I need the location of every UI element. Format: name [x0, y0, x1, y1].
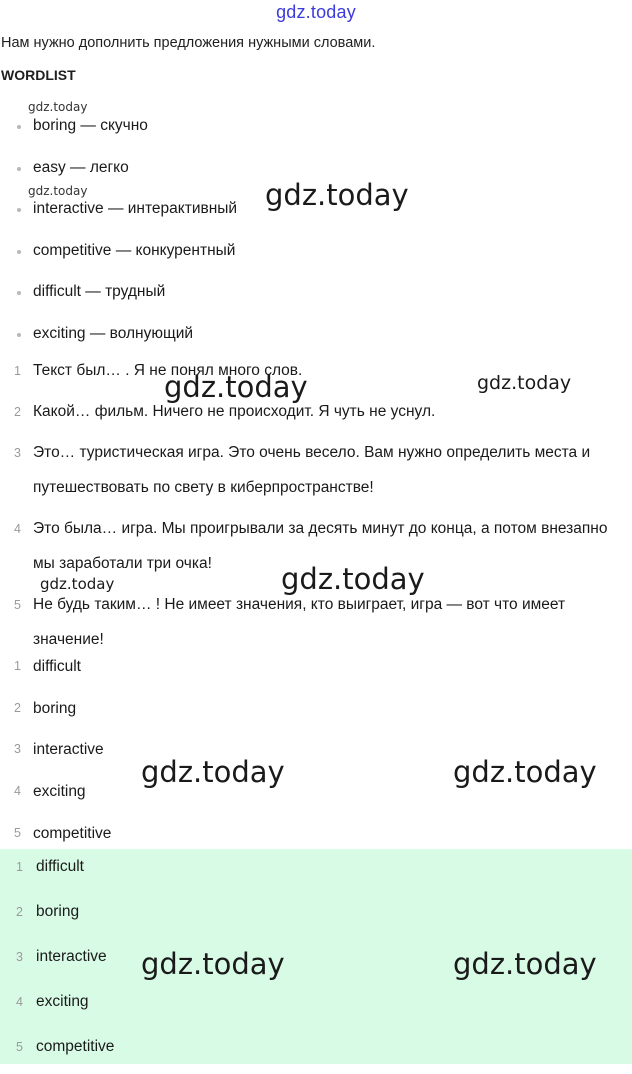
answer-text: interactive	[33, 741, 104, 759]
bullet-icon	[17, 333, 21, 337]
item-number: 5	[14, 598, 21, 612]
watermark: gdz.today	[477, 372, 572, 394]
sentence-text: Текст был… . Я не понял много слов.	[33, 362, 303, 379]
bullet-icon	[17, 208, 21, 212]
wordlist-item	[0, 147, 632, 189]
sentence-text: Это была… игра. Мы проигрывали за десять минут до конца, а потом внезапно мы заработали три очка!	[33, 520, 608, 572]
site-logo[interactable]: gdz.today	[276, 2, 356, 22]
watermark: gdz.today	[453, 755, 597, 789]
watermark: gdz.today	[40, 575, 115, 593]
watermark: gdz.today	[164, 370, 308, 404]
answer-item	[0, 771, 632, 813]
bullet-icon	[17, 291, 21, 295]
item-number: 3	[14, 446, 21, 460]
answer-text: difficult	[33, 658, 81, 675]
watermark: gdz.today	[141, 755, 285, 789]
sentence-text: Это… туристическая игра. Это очень весело. Вам нужно определить места и путешествовать по свету в киберпространстве!	[33, 444, 591, 496]
answer-text: boring	[33, 699, 77, 717]
intro-text: Нам нужно дополнить предложения нужными словами.	[1, 35, 376, 51]
wordlist-item-text: interactive — интерактивный	[33, 200, 238, 218]
answer-box-list	[0, 849, 632, 1074]
sentence-item	[0, 394, 632, 429]
answer-list	[0, 646, 632, 854]
wordlist-item-text: difficult — трудный	[33, 283, 166, 301]
bullet-icon	[17, 125, 21, 129]
watermark: gdz.today	[281, 562, 425, 596]
watermark: gdz.today	[28, 184, 88, 198]
wordlist	[0, 105, 632, 355]
watermark: gdz.today	[453, 947, 597, 981]
answer-box-text: competitive	[36, 1038, 115, 1055]
item-number: 2	[14, 405, 21, 419]
answer-text: exciting	[33, 783, 86, 801]
watermark: gdz.today	[28, 100, 88, 114]
item-number: 1	[14, 659, 21, 673]
sentence-text: Какой… фильм. Ничего не происходит. Я чуть не уснул.	[33, 403, 436, 420]
item-number: 1	[16, 860, 23, 874]
answer-box-text: difficult	[36, 858, 84, 875]
item-number: 5	[14, 825, 21, 840]
answer-box-text: boring	[36, 903, 80, 920]
answer-box-item	[0, 1029, 632, 1074]
wordlist-item	[0, 271, 632, 313]
item-number: 2	[16, 905, 23, 919]
wordlist-item-text: boring — скучно	[33, 117, 148, 134]
item-number: 5	[16, 1040, 23, 1054]
item-number: 1	[14, 364, 21, 378]
item-number: 2	[14, 700, 21, 715]
wordlist-heading: WORDLIST	[1, 67, 76, 83]
answer-box-text: exciting	[36, 993, 89, 1010]
item-number: 3	[16, 950, 23, 964]
wordlist-item-text: easy — легко	[33, 158, 129, 176]
sentence-item	[0, 435, 632, 505]
wordlist-item-text: exciting — волнующий	[33, 324, 194, 342]
answer-item	[0, 729, 632, 771]
sentence-item	[0, 511, 632, 581]
wordlist-item	[0, 313, 632, 355]
answer-item	[0, 646, 632, 688]
wordlist-item-text: competitive — конкурентный	[33, 241, 236, 259]
wordlist-item	[0, 230, 632, 272]
sentence-list	[0, 353, 632, 663]
answer-box	[0, 849, 632, 1064]
wordlist-item	[0, 105, 632, 147]
item-number: 4	[14, 522, 21, 536]
answer-box-item	[0, 894, 632, 939]
item-number: 4	[14, 784, 21, 799]
bullet-icon	[17, 250, 21, 254]
wordlist-item	[0, 188, 632, 230]
answer-item	[0, 688, 632, 730]
watermark: gdz.today	[265, 178, 409, 212]
item-number: 3	[14, 742, 21, 757]
answer-box-text: interactive	[36, 948, 107, 965]
bullet-icon	[17, 167, 21, 171]
answer-box-item	[0, 849, 632, 894]
watermark: gdz.today	[141, 947, 285, 981]
answer-box-item	[0, 939, 632, 984]
item-number: 4	[16, 995, 23, 1009]
sentence-item	[0, 353, 632, 388]
answer-box-item	[0, 984, 632, 1029]
answer-text: competitive	[33, 824, 112, 842]
sentence-text: Не будь таким… ! Не имеет значения, кто выиграет, игра — вот что имеет значение!	[33, 596, 566, 648]
